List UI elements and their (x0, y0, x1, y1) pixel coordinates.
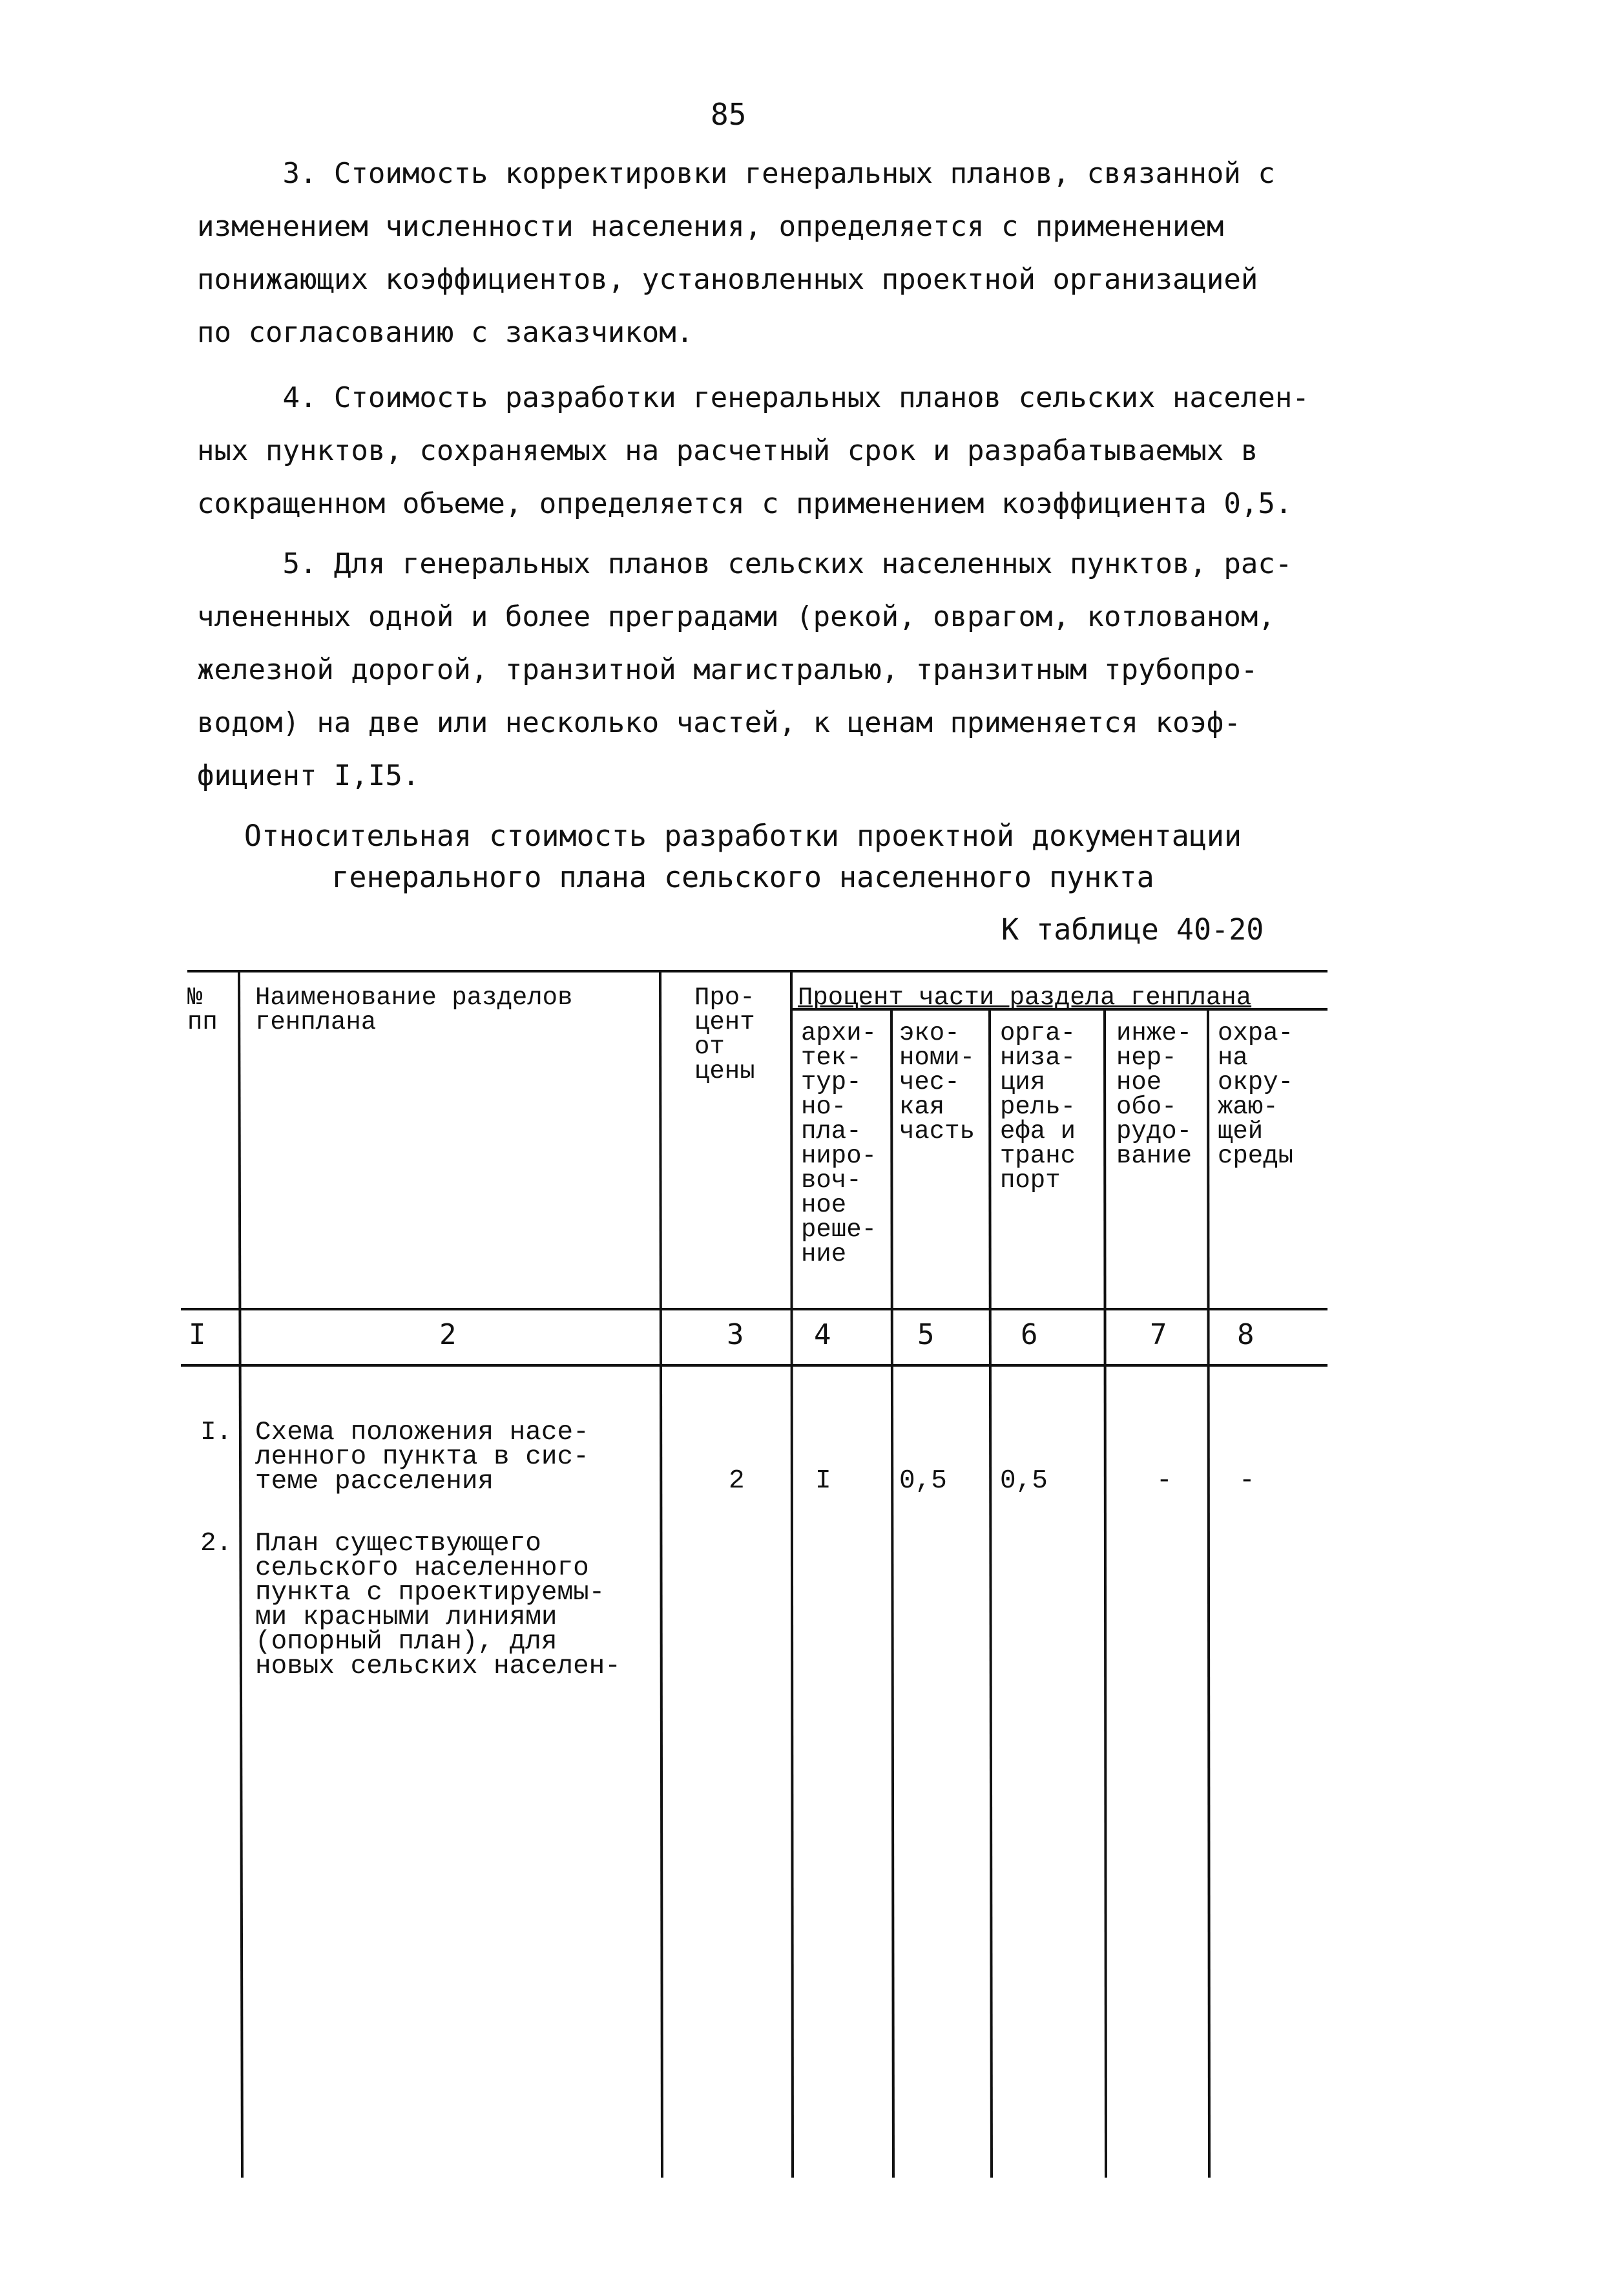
column-number: 8 (1237, 1318, 1254, 1351)
text-line: водом) на две или несколько частей, к ценам применяется коэф- (197, 706, 1241, 739)
column-number: 2 (439, 1318, 457, 1351)
col-divider (1208, 1011, 1209, 2178)
col-divider (239, 972, 242, 2178)
col-divider (891, 1011, 893, 2178)
column-number: 5 (917, 1318, 935, 1351)
header-number: № пп (187, 983, 218, 1036)
text-line: фициент I,I5. (197, 759, 420, 792)
col-divider (1105, 1011, 1106, 2178)
row-environment: - (1239, 1466, 1255, 1496)
row-name: Схема положения насе- ленного пункта в сис- теме расселения (255, 1418, 589, 1497)
text-line: 4. Стоимость разработки генеральных планов сельских населен- (197, 381, 1309, 414)
header-group: Процент части раздела генплана (798, 983, 1252, 1012)
header-name: Наименование разделов генплана (255, 983, 573, 1036)
text-line: ных пунктов, сохраняемых на расчетный срок и разрабатываемых в (197, 434, 1258, 467)
text-line: изменением численности населения, определяется с применением (197, 210, 1224, 243)
col-divider (990, 1011, 992, 2178)
column-number: 7 (1150, 1318, 1167, 1351)
text-line: 5. Для генеральных планов сельских населенных пунктов, рас- (197, 547, 1293, 580)
column-number: 3 (727, 1318, 744, 1351)
row-number: I. (200, 1418, 233, 1447)
row-economic: 0,5 (899, 1466, 947, 1496)
column-number: 4 (814, 1318, 831, 1351)
text-line: 3. Стоимость корректировки генеральных планов, связанной с (197, 157, 1275, 190)
text-line: сокращенном объеме, определяется с применением коэффициента 0,5. (197, 487, 1293, 520)
text-line: железной дорогой, транзитной магистралью, транзитным трубопро- (197, 653, 1258, 686)
caption-line: Относительная стоимость разработки проектной документации (244, 819, 1242, 853)
header-percent: Про- цент от цены (694, 983, 755, 1086)
row-relief: 0,5 (1000, 1466, 1048, 1496)
header-environment: охра- на окру- жаю- щей среды (1218, 1019, 1294, 1170)
row-percent: 2 (729, 1466, 745, 1496)
text-line: понижающих коэффициентов, установленных проектной организацией (197, 263, 1258, 296)
header-economic: эко- номи- чес- кая часть (899, 1019, 975, 1146)
column-number: I (189, 1318, 206, 1351)
col-divider (660, 972, 662, 2178)
header-engineering: инже- нер- ное обо- рудо- вание (1116, 1019, 1192, 1170)
text-line: по согласованию с заказчиком. (197, 316, 694, 349)
row-engineering: - (1156, 1466, 1172, 1496)
column-number: 6 (1021, 1318, 1038, 1351)
row-architecture: I (815, 1466, 831, 1496)
header-relief: орга- низа- ция рель- ефа и транс порт (1000, 1019, 1076, 1195)
caption-line: генерального плана сельского населенного пункта (331, 860, 1154, 894)
text-line: члененных одной и более преградами (рекой, оврагом, котлованом, (197, 600, 1275, 633)
col-divider (791, 972, 793, 2178)
header-architecture: архи- тек- тур- но- пла- ниро- воч- ное реше- ние (801, 1019, 877, 1268)
row-number: 2. (200, 1529, 233, 1559)
page-number: 85 (711, 97, 747, 132)
row-name: План существующего сельского населенного пункта с проектируемы- ми красными линиями (опорный план), для новых сельских населен- (255, 1529, 621, 1681)
table-reference: К таблице 40-20 (1001, 912, 1264, 947)
